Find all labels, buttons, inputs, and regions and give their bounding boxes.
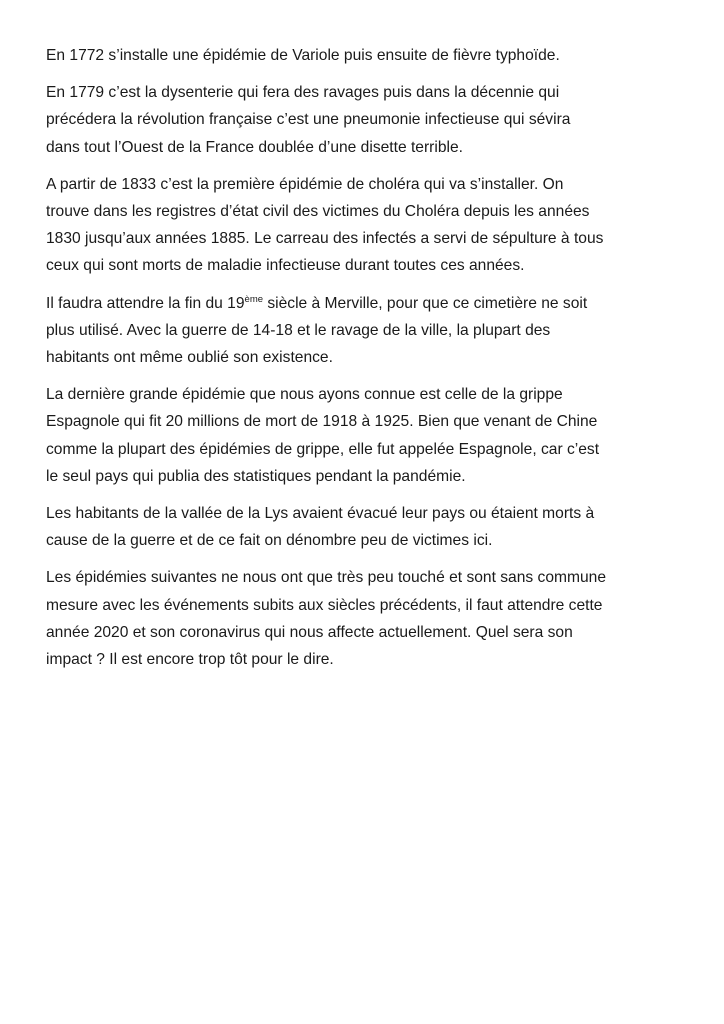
text-line: La dernière grande épidémie que nous ayons connue est celle de la grippe	[46, 386, 563, 404]
paragraph-cholera	[46, 171, 686, 280]
text-line: En 1772 s’installe une épidémie de Variole puis ensuite de fièvre typhoïde.	[46, 47, 560, 64]
text-line: cause de la guerre et de ce fait on dénombre peu de victimes ici.	[46, 532, 493, 550]
text-line: A partir de 1833 c’est la première épidémie de choléra qui va s’installer. On	[46, 175, 564, 193]
text-line: Les épidémies suivantes ne nous ont que très peu touché et sont sans commune	[46, 569, 606, 587]
paragraph-coronavirus	[46, 564, 686, 673]
text-line: habitants ont même oublié son existence.	[46, 349, 333, 367]
text-line: Les habitants de la vallée de la Lys avaient évacué leur pays ou étaient morts à	[46, 505, 595, 523]
text-line	[46, 290, 686, 317]
text-line: année 2020 et son coronavirus qui nous affecte actuellement. Quel sera son	[46, 623, 573, 641]
text-line: En 1779 c’est la dysenterie qui fera des ravages puis dans la décennie qui	[46, 84, 560, 102]
text-line: précédera la révolution française c’est une pneumonie infectieuse qui sévira	[46, 111, 571, 129]
text-line: Espagnole qui fit 20 millions de mort de 1918 à 1925. Bien que venant de Chine	[46, 413, 598, 431]
superscript-ordinal: ème	[244, 293, 264, 305]
text-fragment: siècle à Merville, pour que ce cimetière ne soit	[263, 294, 588, 312]
text-line: plus utilisé. Avec la guerre de 14-18 et le ravage de la ville, la plupart des	[46, 321, 551, 339]
text-line: impact ? Il est encore trop tôt pour le dire.	[46, 651, 334, 669]
paragraph-grippe-espagnole	[46, 381, 686, 490]
document-page	[46, 42, 686, 683]
paragraph-vallee-lys	[46, 500, 686, 554]
text-line: ceux qui sont morts de maladie infectieuse durant toutes ces années.	[46, 257, 525, 275]
text-line: le seul pays qui publia des statistiques pendant la pandémie.	[46, 467, 466, 485]
paragraph-merville	[46, 290, 686, 372]
text-line: 1830 jusqu’aux années 1885. Le carreau des infectés a servi de sépulture à tous	[46, 230, 604, 248]
text-fragment: Il faudra attendre la fin du 19	[46, 294, 245, 312]
text-line: comme la plupart des épidémies de grippe, elle fut appelée Espagnole, car c’est	[46, 440, 600, 458]
text-line: mesure avec les événements subits aux siècles précédents, il faut attendre cette	[46, 596, 603, 614]
paragraph-variole	[46, 42, 686, 69]
text-line: trouve dans les registres d’état civil des victimes du Choléra depuis les années	[46, 203, 590, 221]
paragraph-dysenterie	[46, 79, 686, 161]
text-line: dans tout l’Ouest de la France doublée d’une disette terrible.	[46, 138, 463, 156]
